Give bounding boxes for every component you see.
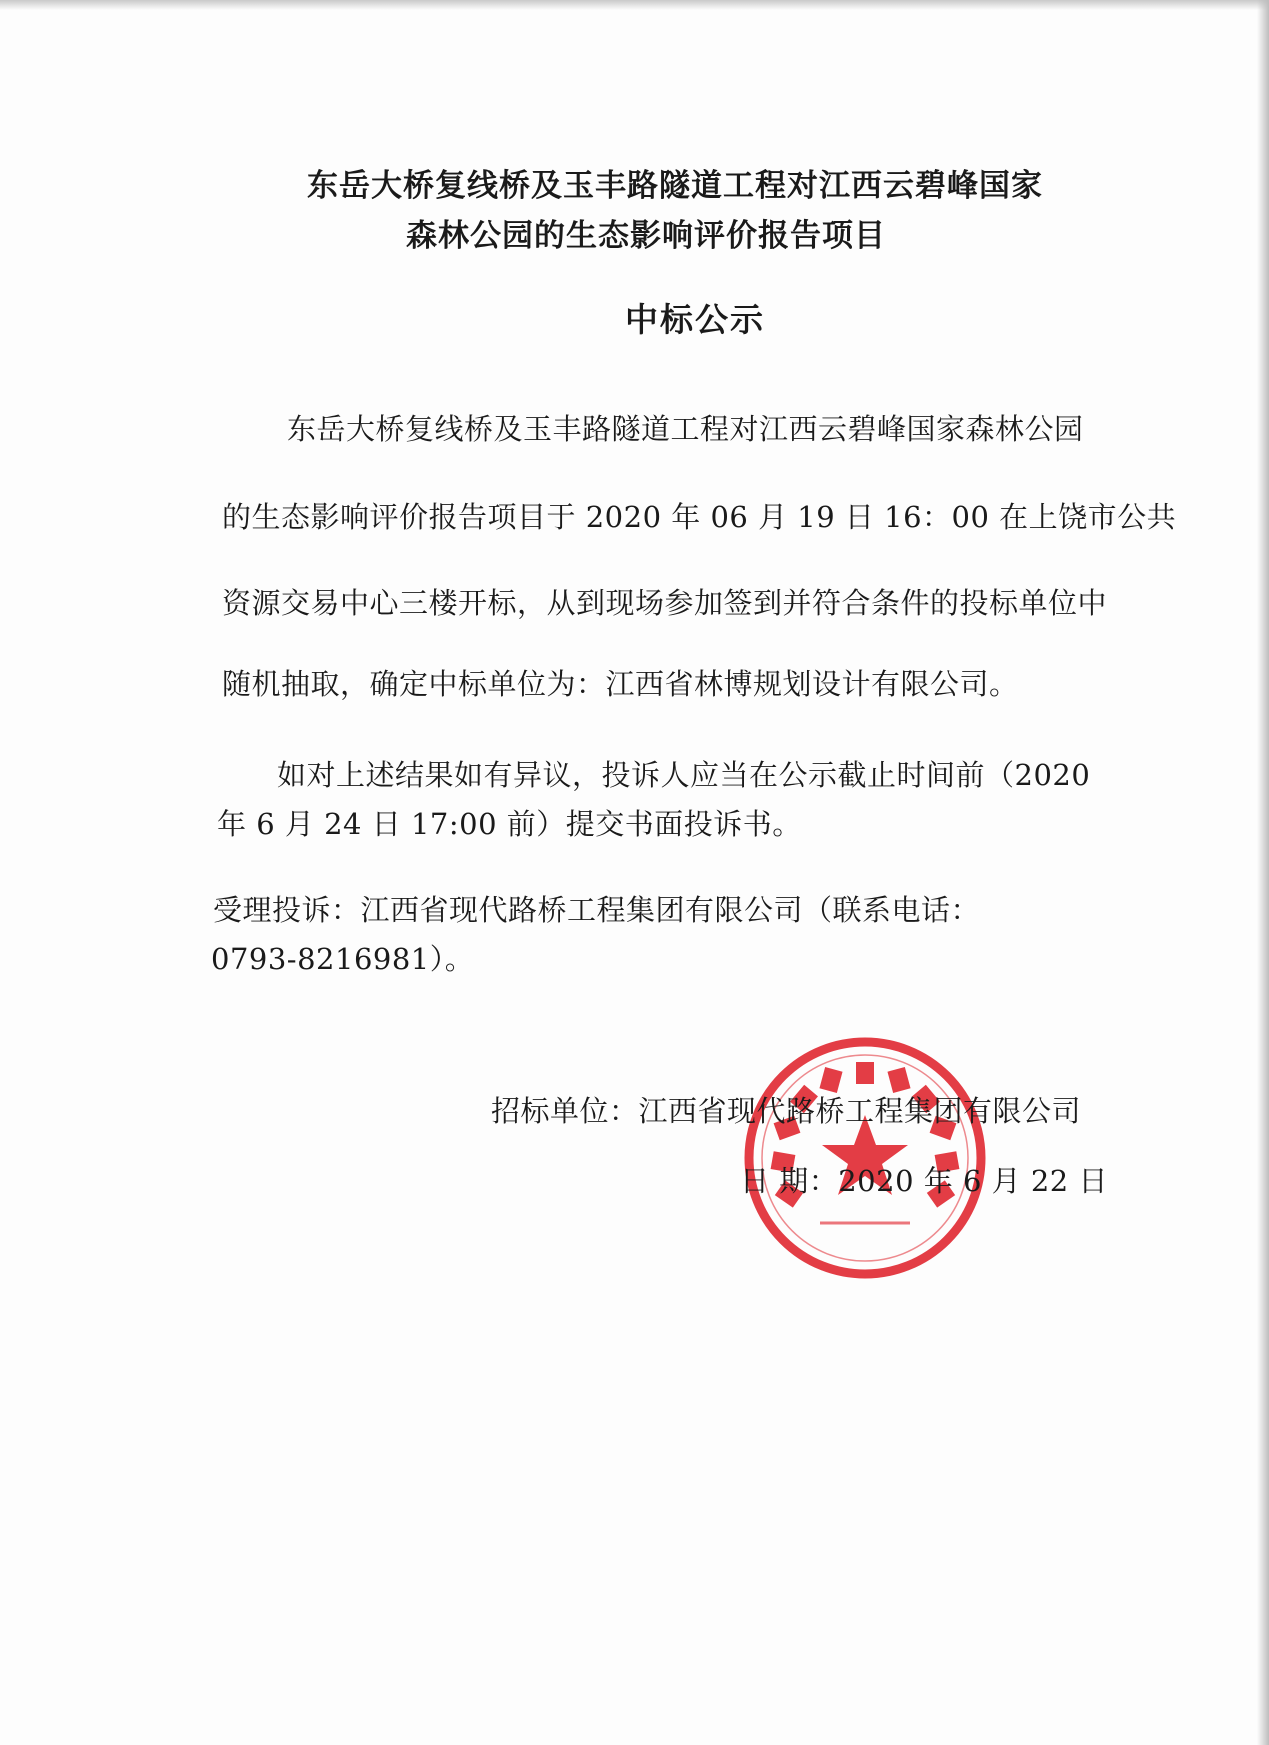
scan-edge-top [0, 0, 1269, 10]
title-line-2: 森林公园的生态影响评价报告项目 [406, 218, 886, 254]
date-line: 日 期：2020 年 6 月 22 日 [740, 1164, 1108, 1198]
para1-line-1: 东岳大桥复线桥及玉丰路隧道工程对江西云碧峰国家森林公园 [287, 412, 1084, 446]
para2-line-1: 如对上述结果如有异议，投诉人应当在公示截止时间前（2020 [277, 758, 1091, 792]
para1-line-3: 资源交易中心三楼开标，从到现场参加签到并符合条件的投标单位中 [222, 586, 1108, 620]
para1-line-4: 随机抽取，确定中标单位为：江西省林博规划设计有限公司。 [222, 667, 1019, 701]
para3-line-1: 受理投诉：江西省现代路桥工程集团有限公司（联系电话： [213, 893, 981, 927]
company-seal [740, 1033, 990, 1283]
para1-line-2: 的生态影响评价报告项目于 2020 年 06 月 19 日 16：00 在上饶市公共 [222, 500, 1177, 534]
title-line-1: 东岳大桥复线桥及玉丰路隧道工程对江西云碧峰国家 [307, 168, 1043, 204]
para2-line-2: 年 6 月 24 日 17:00 前）提交书面投诉书。 [217, 807, 802, 841]
para3-line-2: 0793-8216981）。 [211, 942, 475, 976]
notice-heading: 中标公示 [625, 300, 765, 339]
issuer-line: 招标单位：江西省现代路桥工程集团有限公司 [491, 1094, 1082, 1128]
scan-edge-right [1257, 0, 1269, 1745]
